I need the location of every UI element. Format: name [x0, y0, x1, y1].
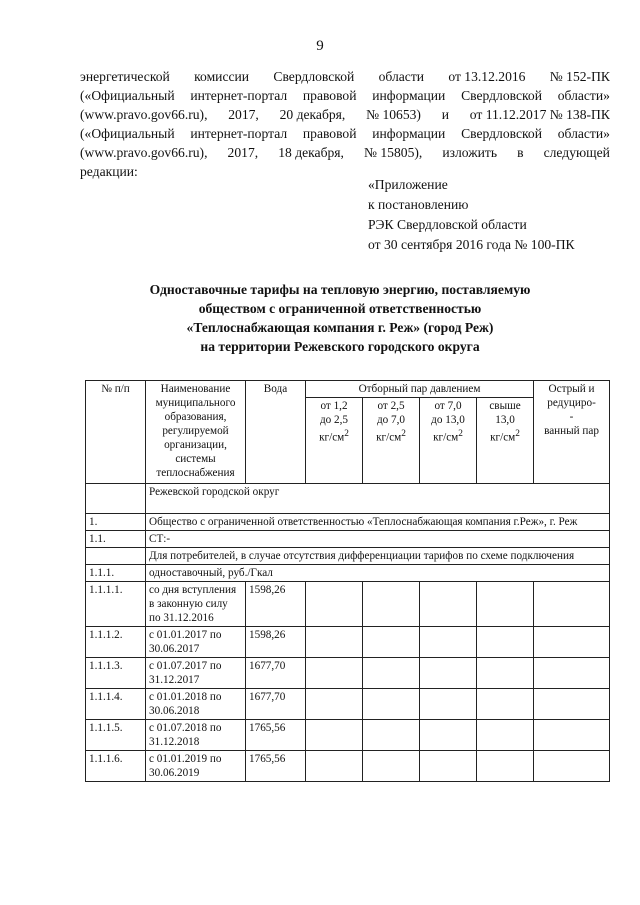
title-line: Одноставочные тарифы на тепловую энергию, поставляемую [149, 282, 531, 297]
row-empty-cell [420, 689, 477, 720]
row-period: с 01.01.2018 по 30.06.2018 [146, 689, 246, 720]
row-empty-cell [420, 720, 477, 751]
pressure-line: 13,0 [495, 414, 515, 426]
row-num: 1.1.1.1. [86, 582, 146, 627]
row-empty-cell [420, 658, 477, 689]
district-name: Режевской городской округ [146, 484, 610, 514]
st-label: СТ:- [146, 531, 610, 548]
intro-word: Свердловской [461, 88, 542, 103]
row-num: 1.1.1.3. [86, 658, 146, 689]
intro-word: энергетической [80, 69, 170, 84]
header-steam-group: Отборный пар давлением [306, 381, 534, 398]
row-empty-cell [534, 658, 610, 689]
row-empty-cell [420, 627, 477, 658]
row-period: с 01.01.2017 по 30.06.2017 [146, 627, 246, 658]
row-empty-cell [306, 720, 363, 751]
intro-word: № 152-ПК [549, 69, 610, 84]
document-title [70, 280, 610, 356]
intro-word: 18 декабря, [278, 145, 344, 160]
intro-word: информации [372, 126, 446, 141]
pressure-unit [480, 427, 530, 445]
row-empty-cell [306, 582, 363, 627]
intro-line-last: редакции: [80, 164, 138, 179]
intro-word: в [517, 145, 524, 160]
org-name: Общество с ограниченной ответственностью «Теплоснабжающая компания г.Реж», г. Реж [146, 514, 610, 531]
table-row [86, 658, 610, 689]
pressure-line: до 7,0 [376, 414, 406, 426]
intro-line [80, 67, 610, 86]
header-sharp-line: Острый и редуциро- [547, 383, 596, 409]
row-water: 1765,56 [246, 720, 306, 751]
intro-word: изложить [442, 145, 498, 160]
row-empty-cell [363, 720, 420, 751]
appendix-line: РЭК Свердловской области [368, 217, 527, 232]
intro-word: области» [557, 88, 610, 103]
pressure-line: до 13,0 [431, 414, 465, 426]
pressure-line: до 2,5 [319, 414, 349, 426]
intro-word: от 11.12.2017 № 138-ПК [469, 107, 610, 122]
tariff-rows [86, 582, 610, 782]
title-line: обществом с ограниченной ответственностью [198, 301, 482, 316]
row-empty-cell [477, 627, 534, 658]
row-empty-cell [477, 689, 534, 720]
rate-num: 1.1.1. [86, 565, 146, 582]
title-line: на территории Режевского городского округа [200, 339, 480, 354]
row-empty-cell [306, 658, 363, 689]
row-num: 1.1.1.2. [86, 627, 146, 658]
row-empty-cell [534, 582, 610, 627]
st-num: 1.1. [86, 531, 146, 548]
intro-word: информации [372, 88, 446, 103]
row-empty-cell [420, 751, 477, 782]
header-sharp-steam [534, 381, 610, 484]
intro-word: правовой [302, 88, 357, 103]
row-empty-cell [363, 627, 420, 658]
pressure-unit [423, 427, 473, 445]
consumers-num [86, 548, 146, 565]
row-water: 1677,70 [246, 658, 306, 689]
intro-word: 2017, [228, 107, 259, 122]
header-water: Вода [246, 381, 306, 484]
table-row [86, 689, 610, 720]
intro-word: № 10653) [366, 107, 421, 122]
table-row [86, 582, 610, 627]
row-period: со дня вступления в законную силу по 31.12.2016 [146, 582, 246, 627]
unit-text: кг/см [433, 431, 459, 444]
row-empty-cell [306, 627, 363, 658]
row-empty-cell [477, 751, 534, 782]
table-row [86, 627, 610, 658]
intro-word: и [441, 107, 449, 122]
row-empty-cell [363, 751, 420, 782]
row-num: 1.1.1.5. [86, 720, 146, 751]
pressure-line: от 2,5 [377, 400, 405, 412]
pressure-unit [309, 427, 359, 445]
unit-power: 2 [401, 429, 406, 439]
intro-line [80, 143, 610, 162]
row-empty-cell [363, 582, 420, 627]
pressure-unit [366, 427, 416, 445]
intro-paragraph [80, 67, 610, 181]
header-sharp-dash: - [569, 411, 574, 423]
header-pressure-2 [363, 398, 420, 484]
table-header [86, 381, 610, 484]
row-water: 1765,56 [246, 751, 306, 782]
header-sharp-line: ванный пар [544, 425, 599, 437]
unit-power: 2 [458, 429, 463, 439]
intro-line [80, 124, 610, 143]
intro-word: («Официальный [80, 88, 175, 103]
header-name: Наименование муниципального образования, регулируемой организации, системы теплоснабжения [146, 381, 246, 484]
unit-text: кг/см [376, 431, 402, 444]
table-row [86, 751, 610, 782]
intro-word: Свердловской [461, 126, 542, 141]
intro-word: интернет-портал [190, 126, 288, 141]
row-period: с 01.01.2019 по 30.06.2019 [146, 751, 246, 782]
intro-word: комиссии [194, 69, 250, 84]
intro-word: интернет-портал [190, 88, 288, 103]
intro-word: 20 декабря, [279, 107, 346, 122]
header-pressure-1 [306, 398, 363, 484]
row-empty-cell [477, 658, 534, 689]
intro-word: области [378, 69, 425, 84]
intro-line [80, 105, 610, 124]
table-body [86, 484, 610, 582]
header-pressure-3 [420, 398, 477, 484]
intro-word: (www.pravo.gov66.ru), [80, 145, 208, 160]
org-num: 1. [86, 514, 146, 531]
row-water: 1598,26 [246, 582, 306, 627]
unit-text: кг/см [319, 431, 345, 444]
table-row [86, 720, 610, 751]
unit-power: 2 [515, 429, 520, 439]
intro-word: области» [557, 126, 610, 141]
row-empty-cell [420, 582, 477, 627]
row-empty-cell [306, 689, 363, 720]
title-line: «Теплоснабжающая компания г. Реж» (город Реж) [186, 320, 494, 335]
intro-word: № 15805), [364, 145, 423, 160]
row-empty-cell [363, 689, 420, 720]
intro-line [80, 86, 610, 105]
intro-word: 2017, [227, 145, 259, 160]
row-period: с 01.07.2018 по 31.12.2018 [146, 720, 246, 751]
pressure-line: от 7,0 [434, 400, 462, 412]
appendix-line: от 30 сентября 2016 года № 100-ПК [368, 237, 575, 252]
pressure-line: свыше [489, 400, 521, 412]
appendix-line: «Приложение [368, 177, 448, 192]
rate-label: одноставочный, руб./Гкал [146, 565, 610, 582]
row-empty-cell [534, 720, 610, 751]
header-pressure-4 [477, 398, 534, 484]
pressure-line: от 1,2 [320, 400, 348, 412]
row-water: 1677,70 [246, 689, 306, 720]
appendix-note [368, 175, 575, 255]
district-num [86, 484, 146, 514]
intro-word: правовой [302, 126, 357, 141]
intro-word: («Официальный [80, 126, 175, 141]
row-period: с 01.07.2017 по 31.12.2017 [146, 658, 246, 689]
intro-word: Свердловской [273, 69, 355, 84]
intro-word: от 13.12.2016 [448, 69, 526, 84]
row-num: 1.1.1.4. [86, 689, 146, 720]
row-empty-cell [534, 627, 610, 658]
row-empty-cell [306, 751, 363, 782]
row-empty-cell [363, 658, 420, 689]
consumers-label: Для потребителей, в случае отсутствия дифференциации тарифов по схеме подключения [146, 548, 610, 565]
row-num: 1.1.1.6. [86, 751, 146, 782]
row-empty-cell [477, 582, 534, 627]
row-water: 1598,26 [246, 627, 306, 658]
page-number: 9 [316, 38, 324, 54]
unit-power: 2 [344, 429, 349, 439]
header-num: № п/п [86, 381, 146, 484]
unit-text: кг/см [490, 431, 516, 444]
intro-word: следующей [543, 145, 610, 160]
tariffs-table [85, 380, 610, 782]
appendix-line: к постановлению [368, 197, 469, 212]
intro-word: (www.pravo.gov66.ru), [80, 107, 208, 122]
row-empty-cell [477, 720, 534, 751]
row-empty-cell [534, 751, 610, 782]
row-empty-cell [534, 689, 610, 720]
